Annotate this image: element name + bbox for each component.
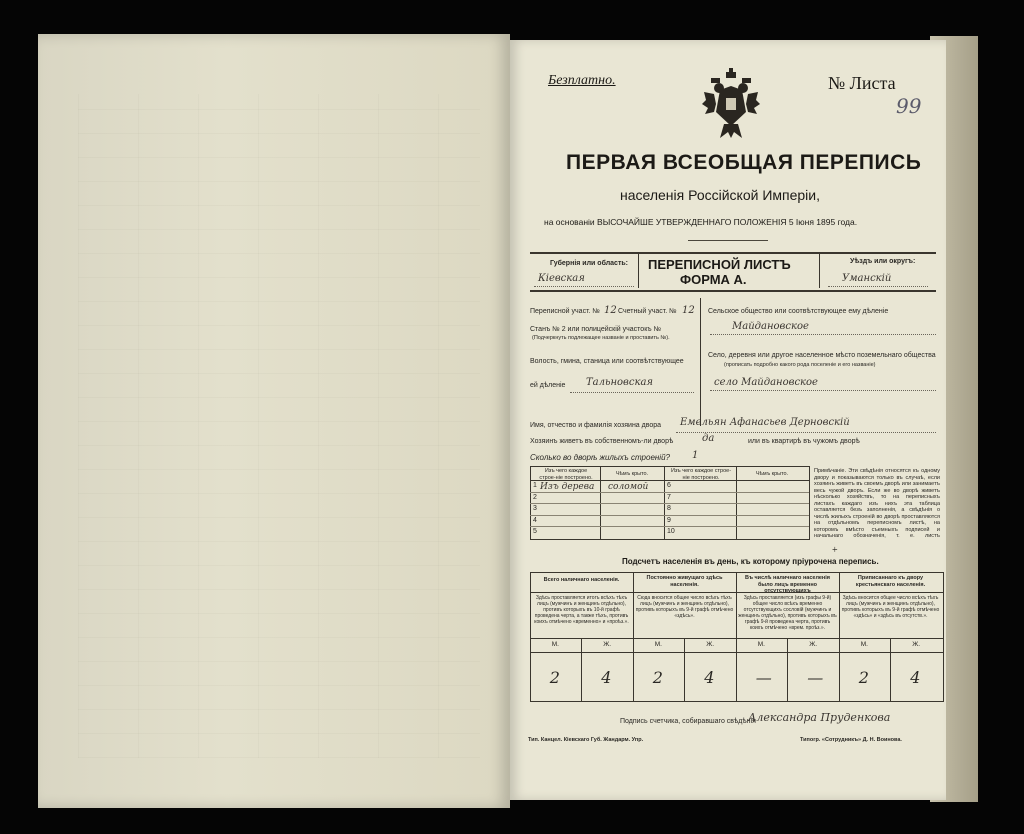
count-col-2-title: Постоянно живущаго здѣсь населенія.: [646, 575, 723, 588]
row-number: 1: [533, 482, 537, 489]
count-col-2-desc: Сюда вносится общее число всѣхъ тѣхъ лицъ (мужчинъ и женщинъ отдѣльно), противъ которыхъ въ 9-й графѣ отмѣчено «здѣсь».: [635, 595, 734, 619]
stan-note: (Подчеркнуть подлежащее названіе и проставить №).: [532, 335, 670, 341]
sheet-title: ПЕРЕПИСНОЙ ЛИСТЪ: [648, 257, 791, 272]
village-label: Село, деревня или другое населенное мѣсто поземельнаго общества: [708, 352, 936, 359]
col-roof-right: Чѣмъ крыто.: [755, 471, 789, 477]
count-col-4-title: Приписаннаго къ двору крестьянскаго населенія.: [855, 575, 926, 588]
count-col-1-title: Всего наличнаго населенія.: [543, 577, 620, 583]
imperial-eagle-emblem: [702, 68, 760, 140]
owner-lives-value: да: [702, 433, 715, 444]
count-value: 2: [858, 668, 869, 687]
note-text: Примѣчаніе. Эти свѣдѣнія относятся къ одному двору и показываются только въ случаѣ, если хозяинъ живетъ въ своемъ дворѣ или занимаетъ весь чужой дворъ. Если же во дворѣ живетъ нѣсколько хозяйствъ, то на переписныхъ листахъ каждаго изъ нихъ эта таблица оставляется безъ заполненія, а свѣдѣнія о числѣ жилыхъ строеній во дворѣ проставляются на отдѣльномъ переписномъ листѣ, на которомъ вмѣсто съемныхъ подписей и начальнаго обозначенія, т. е. листъ: [814, 468, 940, 539]
district-label: Уѣздъ или округъ:: [850, 258, 916, 265]
col-male-header: М.: [860, 641, 868, 648]
main-title: ПЕРВАЯ ВСЕОБЩАЯ ПЕРЕПИСЬ: [566, 151, 922, 174]
signature-value: Александра Пруденкова: [748, 711, 891, 724]
signature-label: Подпись счетчика, собиравшаго свѣдѣнія: [620, 718, 756, 725]
village-value: село Майдановское: [714, 377, 818, 388]
society-label: Сельское общество или соотвѣтствующее ему дѣленіе: [708, 308, 889, 315]
col-female-header: Ж.: [912, 641, 921, 648]
census-area-label: Переписной участ. №: [530, 308, 600, 315]
province-value: Кіевская: [538, 273, 585, 284]
row-number: 9: [667, 516, 671, 524]
count-col-3-desc: Здѣсь проставляется (изъ графы 9-й) общее число всѣхъ временно отсутствующихъ сословій (мужчинъ и женщинъ отдѣльно), противъ которыхъ въ графѣ 9-й проведена черта, противъ коихъ отмѣчено «врем. проѣз.».: [738, 595, 837, 631]
col-male-header: М.: [757, 641, 765, 648]
stan-label: Станъ № 2 или полицейскій участокъ №: [530, 326, 662, 333]
count-value: 4: [601, 668, 612, 687]
count-value: —: [807, 668, 824, 687]
count-value: 4: [910, 668, 921, 687]
row-number: 10: [667, 528, 675, 536]
col-male-header: М.: [654, 641, 662, 648]
count-col-1-desc: Здѣсь проставляется итогъ всѣхъ тѣхъ лицъ (мужчинъ и женщинъ отдѣльно), противъ которыхъ въ 10-й графѣ проведена черта, а также тѣхъ, противъ коихъ отмѣчено «временно» и «проѣз.».: [534, 595, 629, 625]
table-row-line: [530, 515, 809, 516]
village-note: (прописать подробно какого рода поселеніе и его названіе): [724, 362, 876, 368]
census-form-page: [510, 40, 946, 800]
decree-line: на основаніи ВЫСОЧАЙШЕ УТВЕРЖДЕННАГО ПОЛОЖЕНІЯ 5 Іюня 1895 года.: [544, 217, 858, 227]
volost-label: Волость, гмина, станица или соотвѣтствующее: [530, 358, 684, 365]
volost-label-2: ей дѣленіе: [530, 382, 566, 389]
col-material-left: Изъ чего каждое строе-ніе построено.: [539, 468, 593, 481]
col-female-header: Ж.: [706, 641, 715, 648]
row1-roof: соломой: [608, 482, 649, 492]
owner-or-label: или въ квартирѣ въ чужомъ дворѣ: [748, 438, 860, 445]
count-col-4-desc: Здѣсь вносится общее число всѣхъ тѣхъ лицъ (мужчинъ и женщинъ отдѣльно), противъ которыхъ въ 9-й графѣ отмѣчено «здѣсь» и «здѣсь въ отсутств.».: [841, 595, 940, 619]
count-col-3-title: Въ числѣ наличнаго населенія было лицъ временно отсутствующихъ: [744, 575, 830, 594]
district-value: Уманскій: [842, 273, 892, 284]
col-female-header: Ж.: [809, 641, 818, 648]
plus-mark: +: [832, 545, 838, 556]
row-number: 6: [667, 482, 671, 489]
owner-lives-label: Хозяинъ живетъ въ собственномъ-ли дворѣ: [530, 438, 674, 445]
col-roof-left: Чѣмъ крыто.: [615, 471, 649, 477]
col-female-header: Ж.: [603, 641, 612, 648]
row-number: 5: [533, 528, 537, 536]
row-number: 4: [533, 516, 537, 524]
free-label: Безплатно.: [548, 73, 616, 88]
count-heading: Подсчетъ населенія въ день, къ которому пріурочена перепись.: [622, 557, 879, 566]
owner-value: Емельян Афанасьев Дерновскій: [680, 417, 850, 428]
sheet-no-value: 99: [896, 94, 922, 118]
buildings-label: Сколько во дворѣ жилыхъ строеній?: [530, 453, 670, 462]
table-row-line: [530, 526, 809, 527]
row-number: 8: [667, 505, 671, 513]
row-number: 7: [667, 493, 671, 501]
buildings-value: 1: [692, 450, 699, 461]
volost-value: Тальновская: [586, 377, 654, 388]
count-value: 2: [549, 668, 560, 687]
count-area-label: Счетный участ. №: [618, 308, 677, 315]
row1-material: Изъ дерева: [540, 482, 595, 492]
owner-label: Имя, отчество и фамилія хозяина двора: [530, 422, 662, 429]
subtitle: населенія Россійской Имперіи,: [620, 187, 820, 203]
field-divider: [700, 298, 701, 426]
row-number: 2: [533, 493, 537, 501]
left-blank-page: [38, 34, 510, 808]
printer-left: Тип. Канцел. Кіевскаго Губ. Жандарм. Упр.: [528, 737, 644, 743]
col-male-header: М.: [551, 641, 559, 648]
census-area-value: 12: [604, 305, 617, 316]
count-value: 2: [652, 668, 663, 687]
printer-right: Типогр. «Сотрудникъ» Д. Н. Воинова.: [800, 737, 902, 743]
society-value: Майдановское: [732, 321, 809, 332]
table-row-line: [530, 503, 809, 504]
ornament-divider: [688, 240, 768, 241]
bleed-through-ruling: [78, 94, 480, 758]
count-area-value: 12: [682, 305, 695, 316]
col-material-right: Изъ чего каждое строе-ніе построено.: [670, 468, 732, 481]
province-label: Губернія или область:: [550, 260, 629, 267]
count-value: 4: [704, 668, 715, 687]
sheet-no-label: № Листа: [828, 73, 896, 93]
row-number: 3: [533, 505, 537, 513]
form-label: ФОРМА А.: [680, 272, 747, 287]
count-value: —: [755, 668, 772, 687]
header-rule-bottom: [530, 290, 936, 292]
